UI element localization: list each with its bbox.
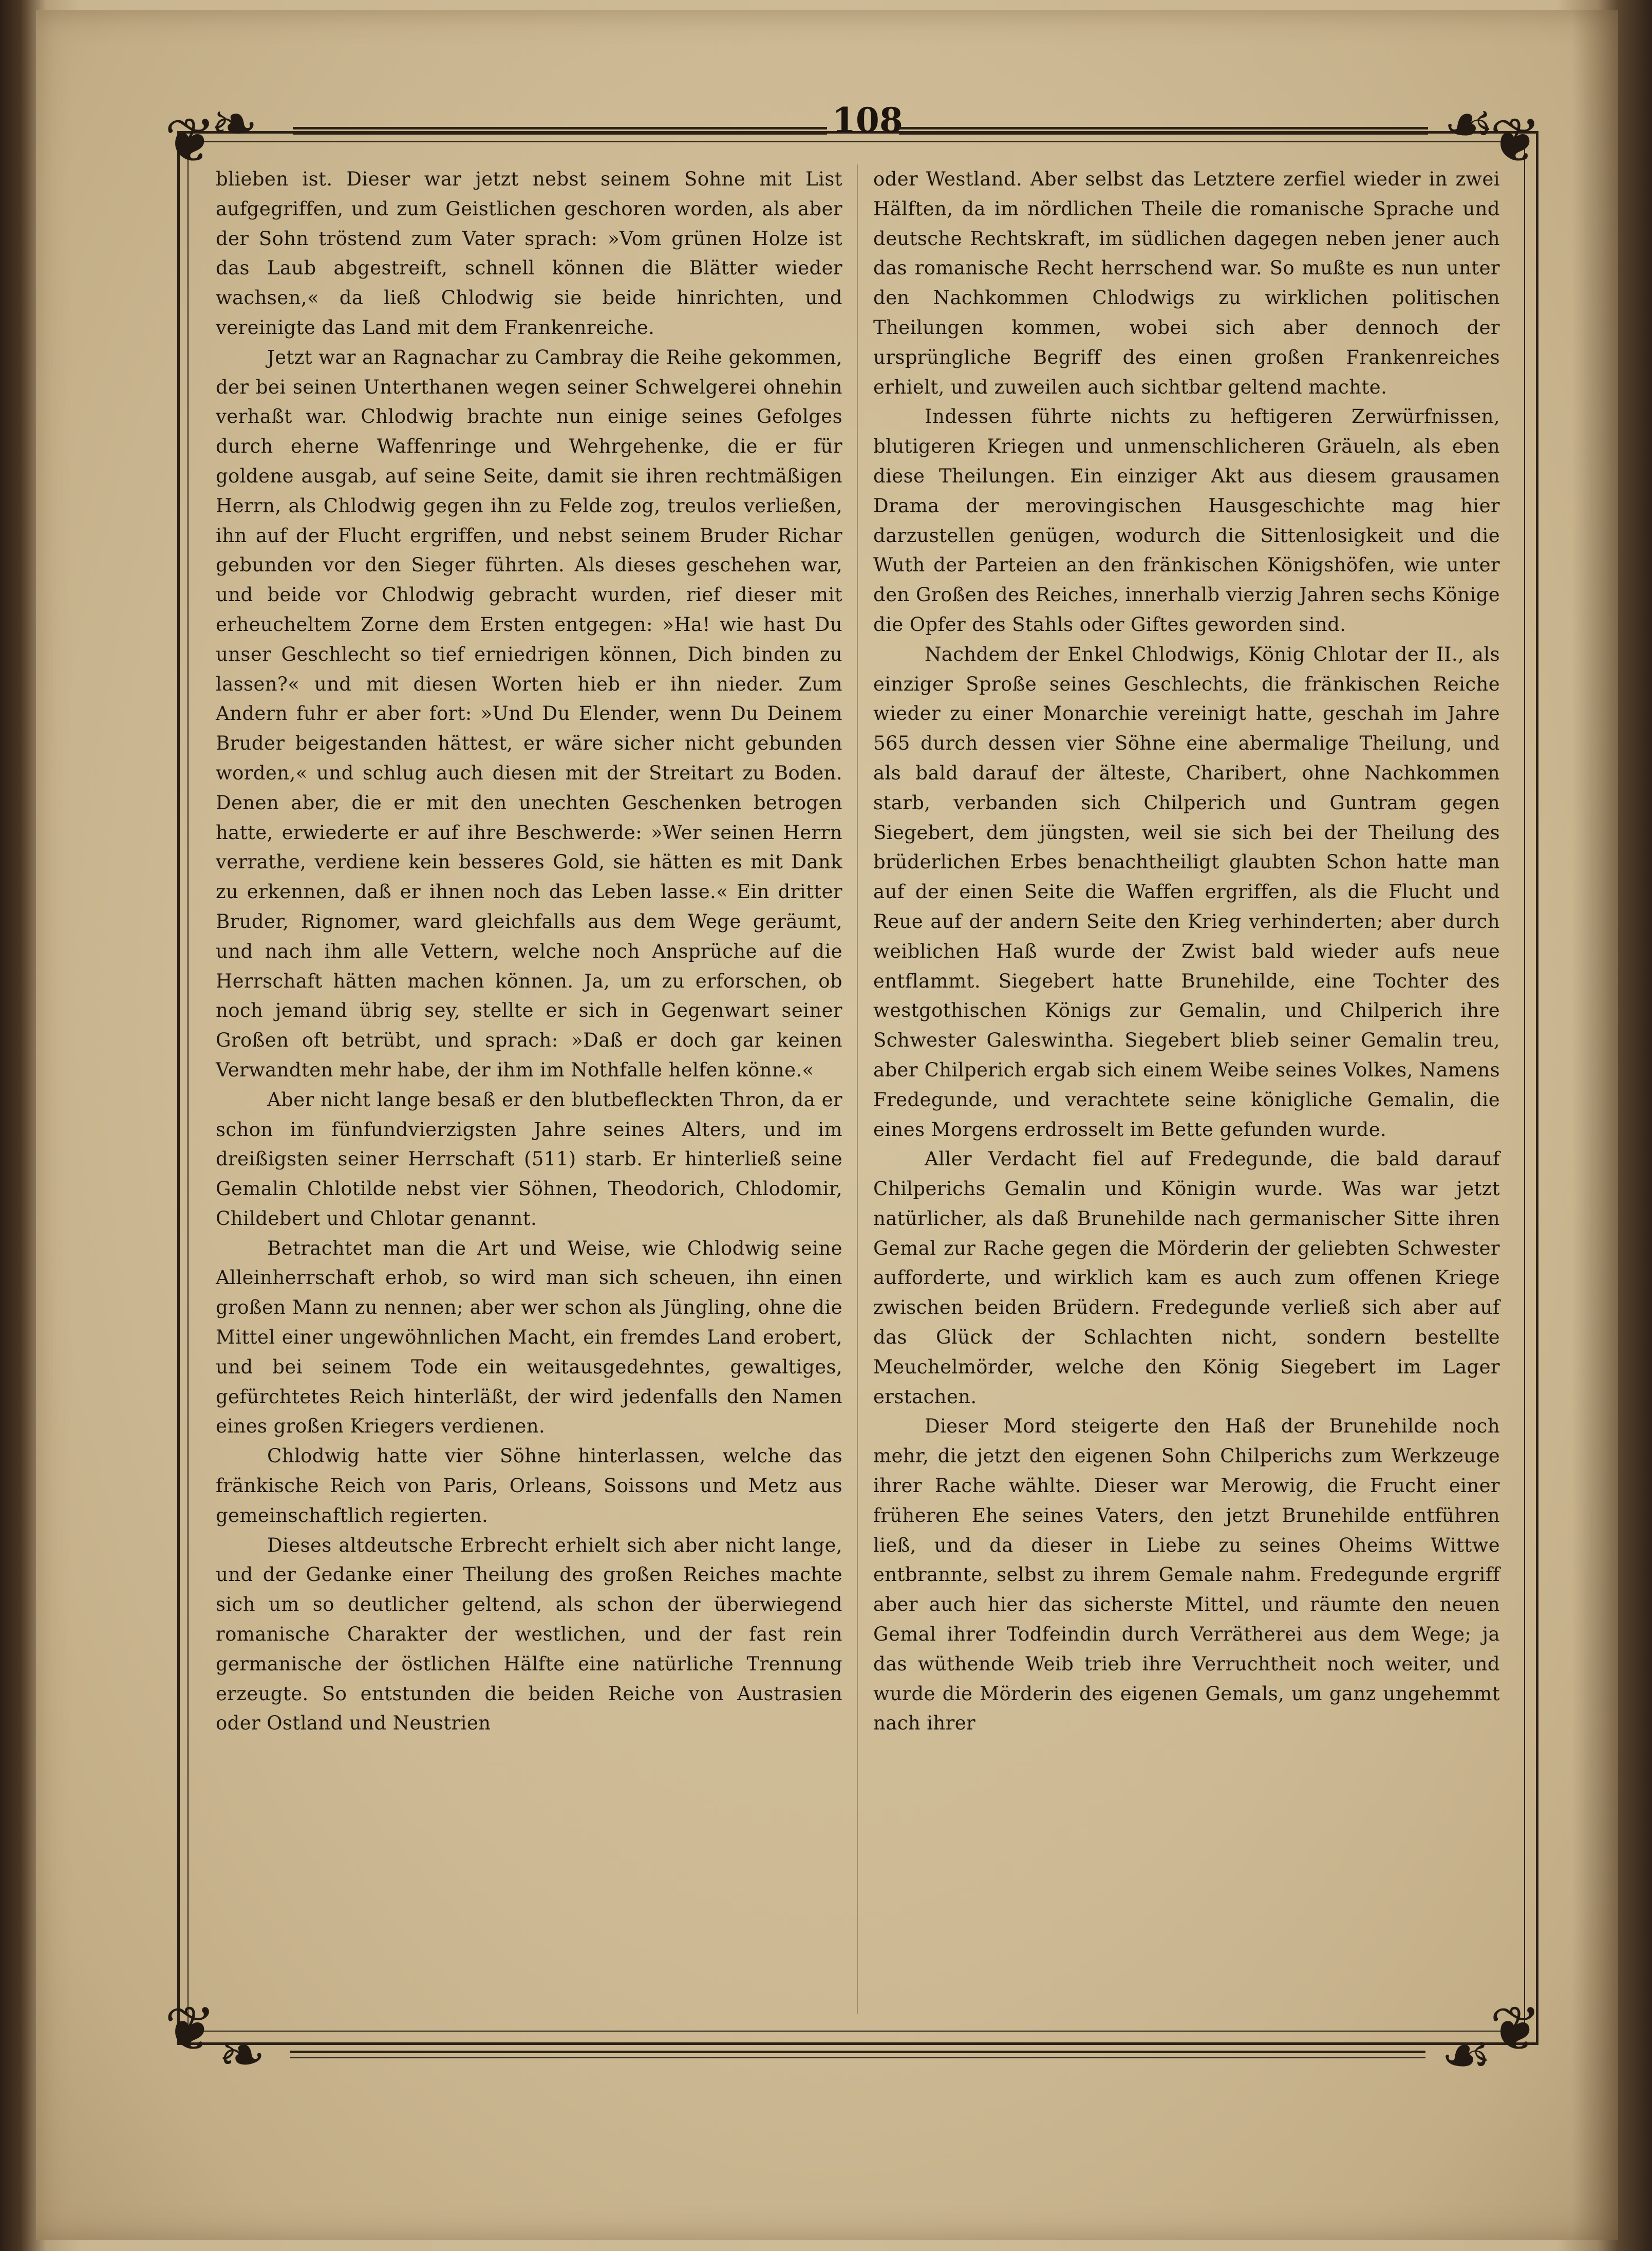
- paragraph: Dieser Mord steigerte den Haß der Brunehilde noch mehr, die jetzt den eigenen Sohn Chilperichs zum Werkzeuge ihrer Rache wählte. Dieser war Merowig, die Frucht einer früheren Ehe seines Vaters, den jetzt Brunehilde entführen ließ, und da dieser in Liebe zu seines Oheims Wittwe entbrannte, selbst zu ihrem Gemale nahm. Fredegunde ergriff aber auch hier das sicherste Mittel, und räumte den neuen Gemal ihrer Todfeindin durch Verrätherei aus dem Wege; ja das wüthende Weib trieb ihre Verruchtheit noch weiter, und wurde die Mörderin des eigenen Gemals, um ganz ungehemmt nach ihrer: [873, 1415, 1500, 1735]
- paragraph: Dieses altdeutsche Erbrecht erhielt sich aber nicht lange, und der Gedanke einer Theilung des großen Reiches machte sich um so deutlicher geltend, als schon der überwiegend romanische Charakter der westlichen, und der fast rein germanische der östlichen Hälfte eine natürliche Trennung erzeugte. So entstunden die beiden Reiche von Austrasien oder Ostland und Neustrien: [216, 1534, 842, 1735]
- page-header: [170, 91, 1546, 157]
- paragraph: Aber nicht lange besaß er den blutbefleckten Thron, da er schon im fünfundvierzigsten Jahre seines Alters, und im dreißigsten seiner Herrschaft (511) starb. Er hinterließ seine Gemalin Chlotilde nebst vier Söhnen, Theodorich, Chlodomir, Childebert und Chlotar genannt.: [216, 1088, 842, 1230]
- paragraph: Jetzt war an Ragnachar zu Cambray die Reihe gekommen, der bei seinen Unterthanen wegen seiner Schwelgerei ohnehin verhaßt war. Chlodwig brachte nun einige seines Gefolges durch eherne Waffenringe und Wehrgehenke, die er für goldene ausgab, auf seine Seite, damit sie ihren rechtmäßigen Herrn, als Chlodwig gegen ihn zu Felde zog, treulos verließen, ihn auf der Flucht ergriffen, und nebst seinem Bruder Richar gebunden vor den Sieger führten. Als dieses geschehen war, und beide vor Chlodwig gebracht wurden, rief dieser mit erheucheltem Zorne dem Ersten entgegen: »Ha! wie hast Du unser Geschlecht so tief erniedrigen können, Dich binden zu lassen?« und mit diesen Worten hieb er ihn nieder. Zum Andern fuhr er aber fort: »Und Du Elender, wenn Du Deinem Bruder beigestanden hättest, er wäre sicher nicht gebunden worden,« und schlug auch diesen mit der Streitart zu Boden. Denen aber, die er mit den unechten Geschenken betrogen hatte, erwiederte er auf ihre Beschwerde: »Wer seinen Herrn verrathe, verdiene kein besseres Gold, sie hätten es mit Dank zu erkennen, daß er ihnen noch das Leben lasse.« Ein dritter Bruder, Rignomer, ward gleichfalls aus dem Wege geräumt, und nach ihm alle Vettern, welche noch Ansprüche auf die Herrschaft hätten machen können. Ja, um zu erforschen, ob noch jemand übrig sey, stellte er sich in Gegenwart seiner Großen oft betrübt, und sprach: »Daß er doch gar keinen Verwandten mehr habe, der ihm im Nothfalle helfen könne.«: [216, 346, 842, 1081]
- corner-ornament-icon: ❦: [1490, 105, 1542, 177]
- column-right: [873, 164, 1500, 2014]
- corner-ornament-icon: ❦: [164, 1994, 216, 2065]
- paragraph: Betrachtet man die Art und Weise, wie Chlodwig seine Alleinherrschaft erhob, so wird man sich scheuen, ihn einen großen Mann zu nennen; aber wer schon als Jüngling, ohne die Mittel einer ungewöhnlichen Macht, ein fremdes Land erobert, und bei seinem Tode ein weitausgedehntes, gewaltiges, gefürchtetes Reich hinterläßt, der wird jedenfalls den Namen eines großen Kriegers verdienen.: [216, 1237, 842, 1438]
- paragraph: Nachdem der Enkel Chlodwigs, König Chlotar der II., als einziger Sproße seines Geschlechts, die fränkischen Reiche wieder zu einer Monarchie vereinigt hatte, geschah im Jahre 565 durch dessen vier Söhne eine abermalige Theilung, und als bald darauf der älteste, Charibert, ohne Nachkommen starb, verbanden sich Chilperich und Guntram gegen Siegebert, dem jüngsten, weil sie sich bei der Theilung des brüderlichen Erbes benachtheiligt glaubten Schon hatte man auf der einen Seite die Waffen ergriffen, als die Flucht und Reue auf der andern Seite den Krieg verhinderten; aber durch weiblichen Haß wurde der Zwist bald wieder aufs neue entflammt. Siegebert hatte Brunehilde, eine Tochter des westgothischen Königs zur Gemalin, und Chilperich ihre Schwester Galeswintha. Siegebert blieb seiner Gemalin treu, aber Chilperich ergab sich einem Weibe seines Volkes, Namens Fredegunde, und verachtete seine königliche Gemalin, die eines Morgens erdrosselt im Bette gefunden wurde.: [873, 643, 1500, 1141]
- scroll-ornament-icon: ❧: [211, 91, 258, 157]
- scroll-ornament-icon: ☙: [1441, 2022, 1492, 2088]
- column-left: [216, 164, 842, 2014]
- scroll-ornament-icon: ☙: [1443, 91, 1494, 157]
- spine-shadow: [1572, 10, 1618, 2240]
- corner-ornament-icon: ❦: [164, 105, 216, 177]
- paragraph: Chlodwig hatte vier Söhne hinterlassen, welche das fränkische Reich von Paris, Orleans, Soissons und Metz aus gemeinschaftlich regierten.: [216, 1445, 842, 1527]
- paragraph: blieben ist. Dieser war jetzt nebst seinem Sohne mit List aufgegriffen, und zum Geistlichen geschoren worden, als aber der Sohn tröstend zum Vater sprach: »Vom grünen Holze ist das Laub abgestreift, schnell können die Blätter wieder wachsen,« da ließ Chlodwig sie beide hinrichten, und vereinigte das Land mit dem Frankenreiche.: [216, 168, 842, 339]
- scroll-ornament-icon: ❧: [218, 2022, 266, 2088]
- header-rule-left: [293, 127, 827, 135]
- page-footer-ornament: [177, 2022, 1538, 2088]
- text-columns: [216, 164, 1500, 2014]
- paragraph: Aller Verdacht fiel auf Fredegunde, die bald darauf Chilperichs Gemalin und Königin wurde. Was war jetzt natürlicher, als daß Brunehilde nach germanischer Sitte ihren Gemal zur Rache gegen die Mörderin der geliebten Schwester aufforderte, und wirklich kam es auch zum offenen Kriege zwischen beiden Brüdern. Fredegunde verließ sich aber auf das Glück der Schlachten nicht, sondern bestellte Meuchelmörder, welche den König Siegebert im Lager erstachen.: [873, 1148, 1500, 1408]
- paragraph: Indessen führte nichts zu heftigeren Zerwürfnissen, blutigeren Kriegen und unmenschlicheren Gräueln, als eben diese Theilungen. Ein einziger Akt aus diesem grausamen Drama der merovingischen Hausgeschichte mag hier darzustellen genügen, wodurch die Sittenlosigkeit und die Wuth der Parteien an den fränkischen Königshöfen, wie unter den Großen des Reiches, innerhalb vierzig Jahren sechs Könige die Opfer des Stahls oder Giftes geworden sind.: [873, 405, 1500, 636]
- page-number: 108: [832, 100, 903, 140]
- corner-ornament-icon: ❦: [1490, 1994, 1542, 2065]
- header-rule-right: [899, 127, 1428, 135]
- paragraph: oder Westland. Aber selbst das Letztere zerfiel wieder in zwei Hälften, da im nördlichen Theile die romanische Sprache und deutsche Rechtskraft, im südlichen dagegen neben jener auch das romanische Recht herrschend war. So mußte es nun unter den Nachkommen Chlodwigs zu wirklichen politischen Theilungen kommen, wobei sich aber dennoch der ursprüngliche Begriff des einen großen Frankenreiches erhielt, und zuweilen auch sichtbar geltend machte.: [873, 168, 1500, 398]
- footer-rule: [290, 2051, 1425, 2058]
